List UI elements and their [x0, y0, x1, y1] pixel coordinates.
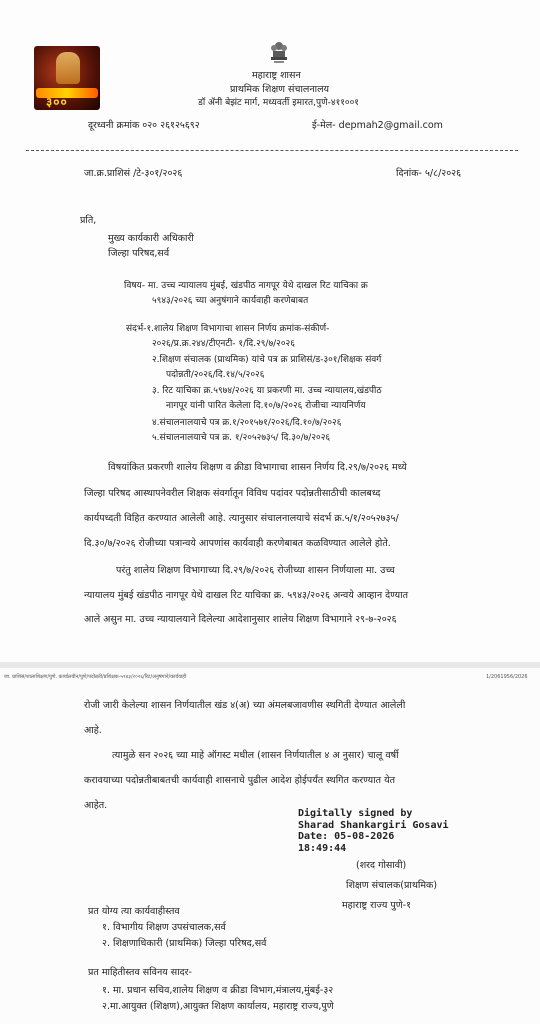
para2-line: परंतु शालेय शिक्षण विभागाच्या दि.२९/७/२०२६ रोजीच्या शासन निर्णयाला मा. उच्च — [116, 565, 395, 576]
page2-header-right: 1/2061956/2026 — [486, 674, 528, 680]
para2-line: आले असुन मा. उच्च न्यायालयाने दिलेल्या आदेशानुसार शालेय शिक्षण विभागाने २९-७-२०२६ — [84, 614, 397, 625]
header-divider — [26, 150, 518, 151]
para1-line: विषयांकित प्रकरणी शालेय शिक्षण व क्रीडा विभागाचा शासन निर्णय दि.२९/७/२०२६ मध्ये — [108, 462, 407, 473]
para1-line: कार्यपध्दती विहित करण्यात आलेली आहे. त्यानुसार संचालनालयाचे संदर्भ क्र.५/१/२०५२७३५/ — [84, 513, 399, 524]
para1-line: दि.३०/७/२०२६ रोजीच्या पत्रान्वये आपणांस कार्यवाही करणेबाबत कळविण्यात आलेले होते. — [84, 538, 391, 549]
letterhead-phone: दूरध्वनी क्रमांक ०२० २६१२५६९२ — [88, 120, 200, 131]
ref-date: दिनांक- ५/८/२०२६ — [396, 168, 462, 179]
para1-line: जिल्हा परिषद आस्थापनेवरील शिक्षक संवर्गातून विविध पदांवर पदोन्नतीसाठीची कालबध्द — [84, 488, 381, 499]
letterhead-line2: प्राथमिक शिक्षण संचालनालय — [230, 84, 330, 95]
page2-line: त्यामुळे सन २०२६ च्या माहे ऑगस्ट मधील (शासन निर्णयातील ४ अ नुसार) चालू वर्षी — [112, 750, 399, 761]
page2-line: आहे. — [84, 725, 102, 736]
reference-line: २.शिक्षण संचालक (प्राथमिक) यांचे पत्र क्र प्राशिसं/ड-३०१/शिक्षक संवर्ग — [152, 355, 382, 365]
recipient-prati: प्रति, — [80, 215, 97, 226]
ref-number: जा.क्र.प्राशिसं /टे-३०१/२०२६ — [84, 168, 183, 179]
signatory-designation: शिक्षण संचालक(प्राथमिक) — [346, 880, 438, 891]
copy-info-item: १. मा. प्रधान सचिव,शालेय शिक्षण व क्रीडा विभाग,मंत्रालय,मुंबई-३२ — [102, 985, 334, 996]
copy-info-item: २.मा.आयुक्त (शिक्षण),आयुक्त शिक्षण कार्यालय, महाराष्ट्र राज्य,पुणे — [102, 1001, 334, 1012]
sig-line: Date: 05-08-2026 — [298, 831, 395, 842]
state-emblem-icon — [268, 40, 290, 66]
letterhead-email: ई-मेल- depmah2@gmail.com — [312, 120, 443, 131]
recipient-line1: मुख्य कार्यकारी अधिकारी — [108, 233, 194, 244]
sig-line: Sharad Shankargiri Gosavi — [298, 819, 449, 831]
digital-signature — [298, 808, 468, 854]
copy-info-title: प्रत माहितीस्तव सविनय सादर- — [88, 967, 192, 978]
page2-header-left: जा. प्राशिसं/शालाशिक्षण/पुणे. कार्यालयीन/पुणे/पदोन्नती/प्रशिक्षक-५९४३/२०२६/रिट/अनुषंगाने/कार्यवाही — [4, 674, 187, 680]
sig-line: 18:49:44 — [298, 842, 347, 854]
signatory-place: महाराष्ट्र राज्य पुणे-१ — [342, 900, 412, 911]
letterhead-line1: महाराष्ट्र शासन — [252, 70, 301, 81]
page2-line: रोजी जारी केलेल्या शासन निर्णयातील खंड ४(अ) च्या अंमलबजावणीस स्थगिती देण्यात आलेली — [84, 700, 406, 711]
reference-line: ३. रिट याचिका क्र.५९७४/२०२६ या प्रकरणी मा. उच्च न्यायालय,खंडपीठ — [152, 386, 382, 396]
para2-line: न्यायालय मुंबई खंडपीठ नागपूर येथे दाखल रिट याचिका क्र. ५९४३/२०२६ अन्वये आव्हान देण्यात — [84, 590, 409, 601]
page2-line: करावयाच्या पदोन्नतीबाबतची कार्यवाही शासनाचे पुढील आदेश होईपर्यंत स्थगित करण्यात येत — [84, 775, 395, 786]
letterhead-address: डॉ ॲनी बेझंट मार्ग, मध्यवर्ती इमारत,पुणे-४११००१ — [198, 98, 359, 108]
copy-action-title: प्रत योग्य त्या कार्यवाहीस्तव — [88, 906, 180, 917]
anniversary-logo — [34, 46, 100, 110]
reference-line: पदोन्नती/२०२६/दि.१४/५/२०२६ — [166, 370, 265, 380]
copy-action-item: २. शिक्षणाधिकारी (प्राथमिक) जिल्हा परिषद,सर्व — [102, 938, 267, 949]
reference-line: ४.संचालनालयाचे पत्र क्र.१/२०१५७१/२०२६/दि.१०/७/२०२६ — [152, 418, 342, 428]
reference-line: संदर्भ-१.शालेय शिक्षण विभागाचा शासन निर्णय क्रमांक-संकीर्ण- — [126, 324, 330, 334]
page2-line: आहेत. — [84, 800, 108, 811]
subject-line2: ५९४३/२०२६ च्या अनुषंगाने कार्यवाही करणेबाबत — [152, 296, 309, 306]
sig-line: Digitally signed by — [298, 808, 413, 819]
reference-line: ५.संचालनालयाचे पत्र क्र. १/२०५२७३५/ दि.३०/७/२०२६ — [152, 433, 331, 443]
copy-action-item: १. विभागीय शिक्षण उपसंचालक,सर्व — [102, 922, 226, 933]
logo-number: ३०० — [46, 95, 68, 109]
signatory-name: (शरद गोसावी) — [356, 860, 407, 871]
reference-line: नागपूर यांनी पारित केलेला दि.१०/७/२०२६ रोजीचा न्यायनिर्णय — [166, 401, 366, 411]
reference-line: २०२६/प्र.क्र.२४४/टीएनटी- १/दि.२९/७/२०२६ — [152, 339, 295, 349]
recipient-line2: जिल्हा परिषद,सर्व — [108, 248, 170, 259]
logo-figure — [56, 52, 80, 84]
subject-line1: विषय- मा. उच्च न्यायालय मुंबई, खंडपीठ नागपूर येथे दाखल रिट याचिका क्र — [124, 281, 368, 291]
